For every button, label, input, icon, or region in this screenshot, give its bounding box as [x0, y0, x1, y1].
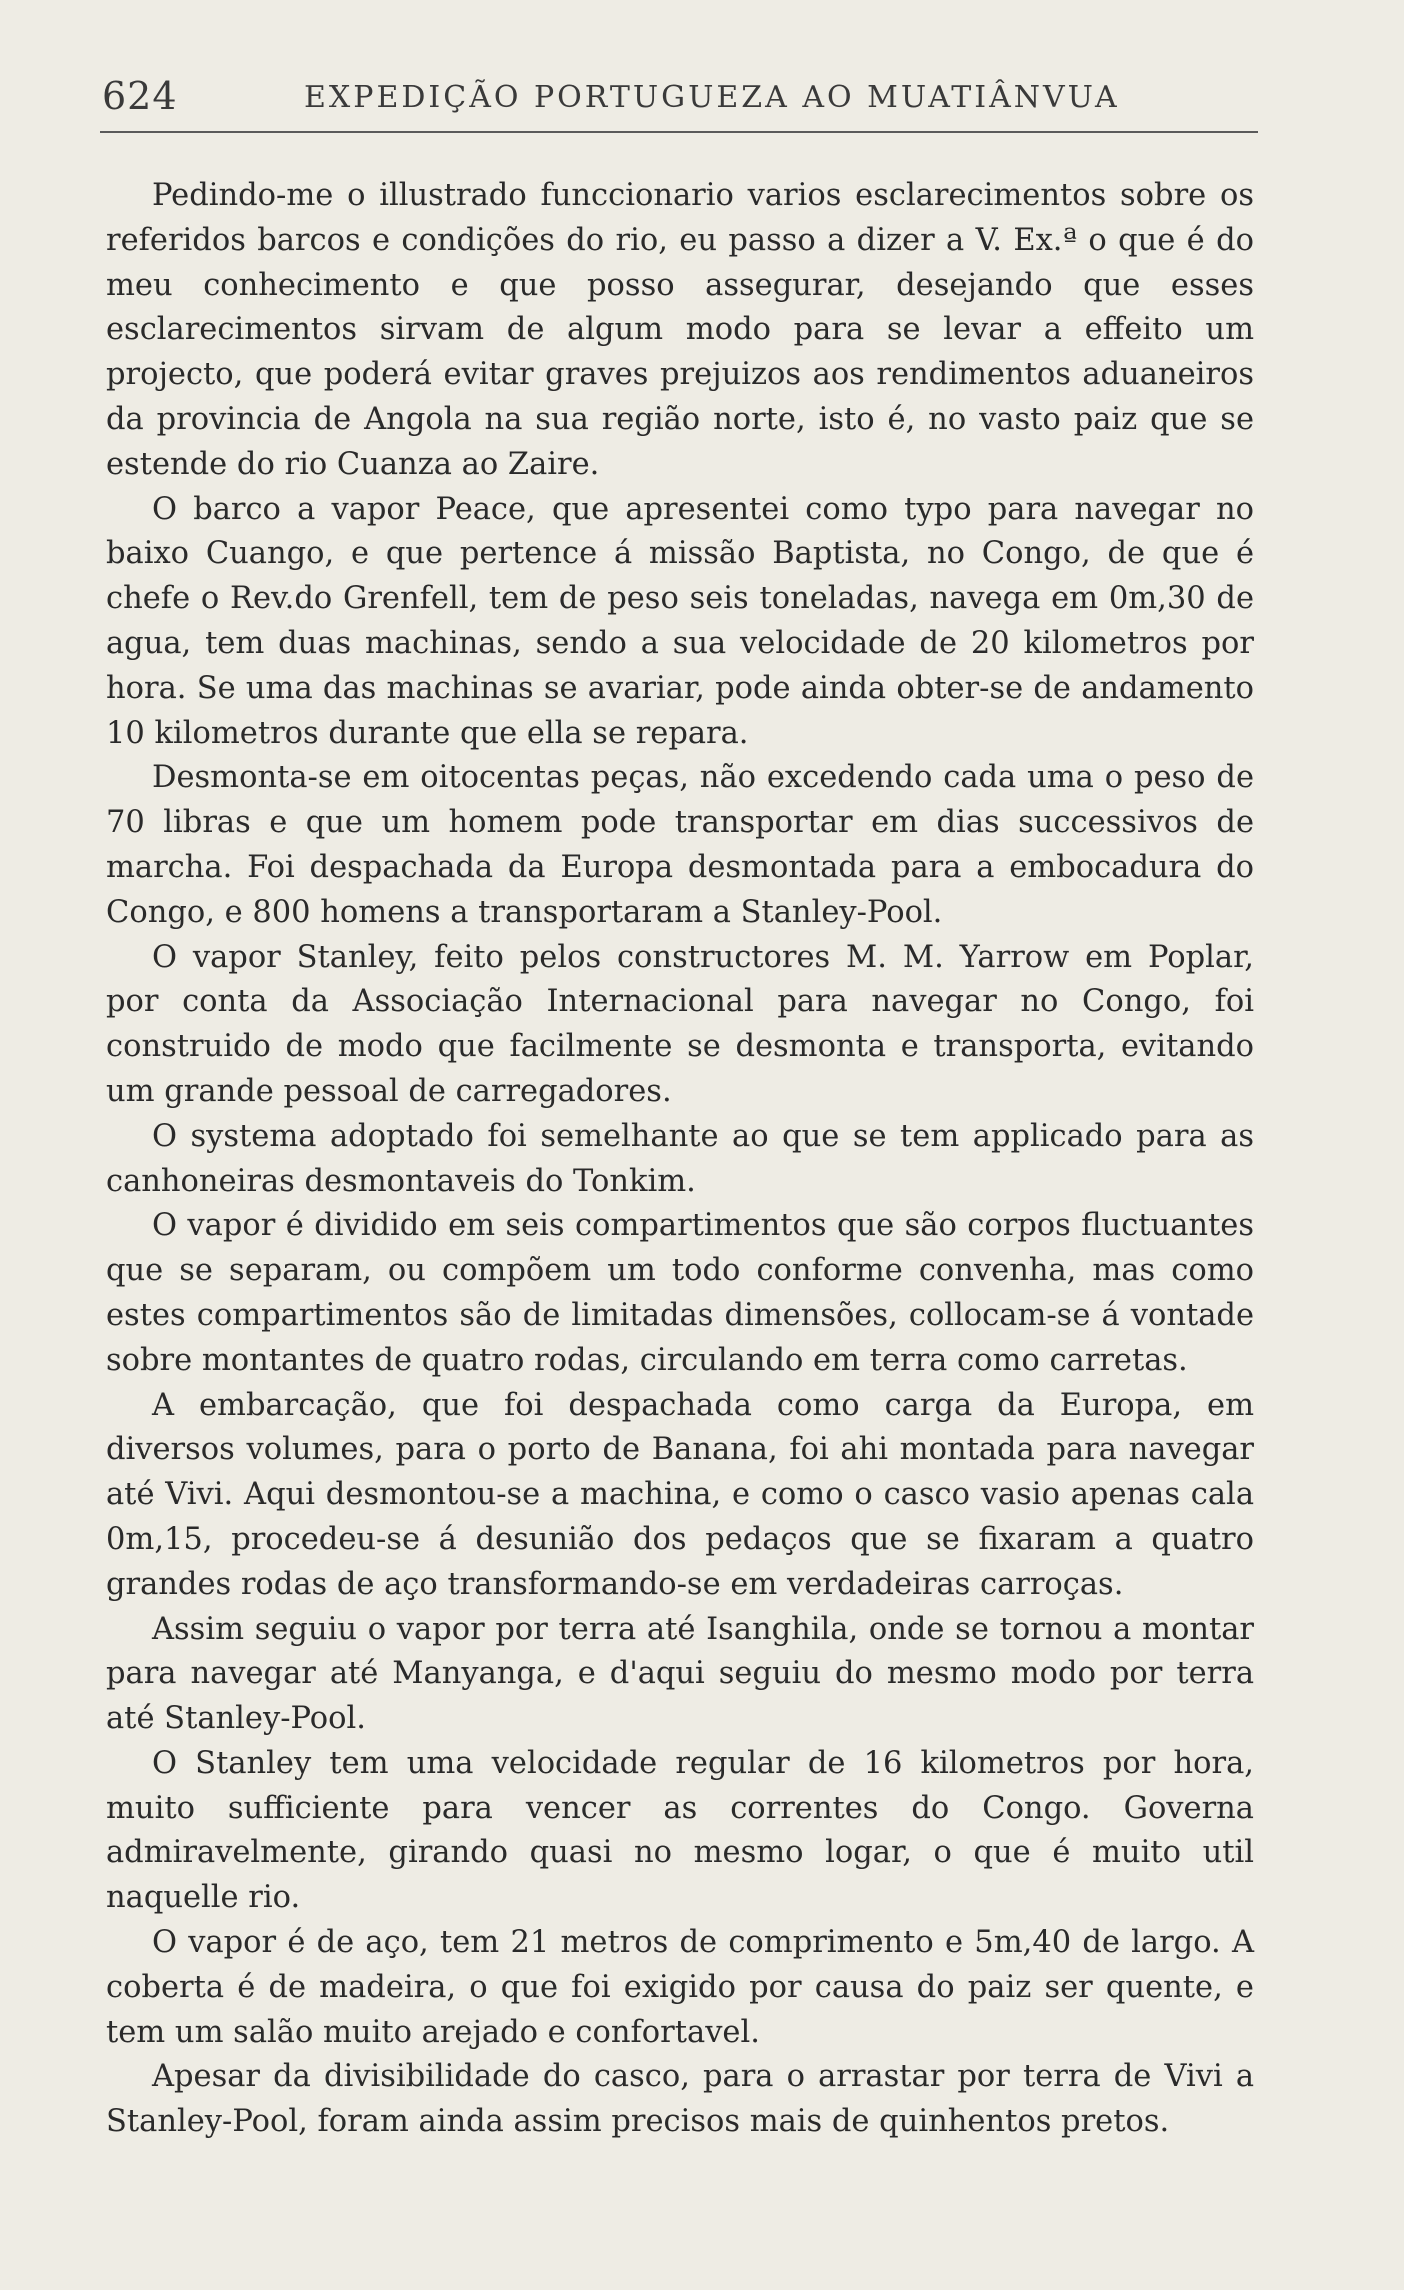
page-number: 624	[102, 74, 178, 118]
paragraph: Assim seguiu o vapor por terra até Isanghila, onde se tornou a montar para navegar até Manyanga, e d'aqui seguiu do mesmo modo por terra até Stanley-Pool.	[106, 1611, 1254, 1737]
paragraph: O systema adoptado foi semelhante ao que se tem applicado para as canhoneiras desmontaveis do Tonkim.	[106, 1118, 1254, 1199]
paragraph: A embarcação, que foi despachada como carga da Europa, em diversos volumes, para o porto de Banana, foi ahi montada para navegar até Vivi. Aqui desmontou-se a machina, e como o casco vasio apenas cala 0m,15, procedeu-se á desunião dos pedaços que se fixaram a quatro grandes rodas de aço transformando-se em verdadeiras carroças.	[106, 1387, 1254, 1602]
page-header	[100, 68, 1260, 124]
paragraph: O vapor Stanley, feito pelos constructores M. M. Yarrow em Poplar, por conta da Associação Internacional para navegar no Congo, foi construido de modo que facilmente se desmonta e transporta, evitando um grande pessoal de carregadores.	[106, 939, 1254, 1109]
paragraph: Pedindo-me o illustrado funccionario varios esclarecimentos sobre os referidos barcos e condições do rio, eu passo a dizer a V. Ex.ª o que é do meu conhecimento e que posso assegurar, desejando que esses esclarecimentos sirvam de algum modo para se levar a effeito um projecto, que poderá evitar graves prejuizos aos rendimentos aduaneiros da provincia de Angola na sua região norte, isto é, no vasto paiz que se estende do rio Cuanza ao Zaire.	[106, 178, 1254, 482]
paragraph: Apesar da divisibilidade do casco, para o arrastar por terra de Vivi a Stanley-Pool, foram ainda assim precisos mais de quinhentos pretos.	[106, 2059, 1254, 2140]
paragraph: O Stanley tem uma velocidade regular de 16 kilometros por hora, muito sufficiente para vencer as correntes do Congo. Governa admiravelmente, girando quasi no mesmo logar, o que é muito util naquelle rio.	[106, 1745, 1254, 1916]
paragraph: O vapor é dividido em seis compartimentos que são corpos fluctuantes que se separam, ou compõem um todo conforme convenha, mas como estes compartimentos são de limitadas dimensões, collocam-se á vontade sobre montantes de quatro rodas, circulando em terra como carretas.	[106, 1208, 1254, 1378]
body-text	[106, 174, 1254, 2145]
paragraph: O vapor é de aço, tem 21 metros de comprimento e 5m,40 de largo. A coberta é de madeira, o que foi exigido por causa do paiz ser quente, e tem um salão muito arejado e confortavel.	[106, 1925, 1254, 2050]
paragraph: Desmonta-se em oitocentas peças, não excedendo cada uma o peso de 70 libras e que um homem pode transportar em dias successivos de marcha. Foi despachada da Europa desmontada para a embocadura do Congo, e 800 homens a transportaram a Stanley-Pool.	[106, 760, 1254, 930]
header-rule	[100, 131, 1258, 133]
running-title: EXPEDIÇÃO PORTUGUEZA AO MUATIÂNVUA	[304, 80, 1120, 115]
paragraph: O barco a vapor Peace, que apresentei como typo para navegar no baixo Cuango, e que pertence á missão Baptista, no Congo, de que é chefe o Rev.do Grenfell, tem de peso seis toneladas, navega em 0m,30 de agua, tem duas machinas, sendo a sua velocidade de 20 kilometros por hora. Se uma das machinas se avariar, pode ainda obter-se de andamento 10 kilometros durante que ella se repara.	[106, 491, 1254, 751]
